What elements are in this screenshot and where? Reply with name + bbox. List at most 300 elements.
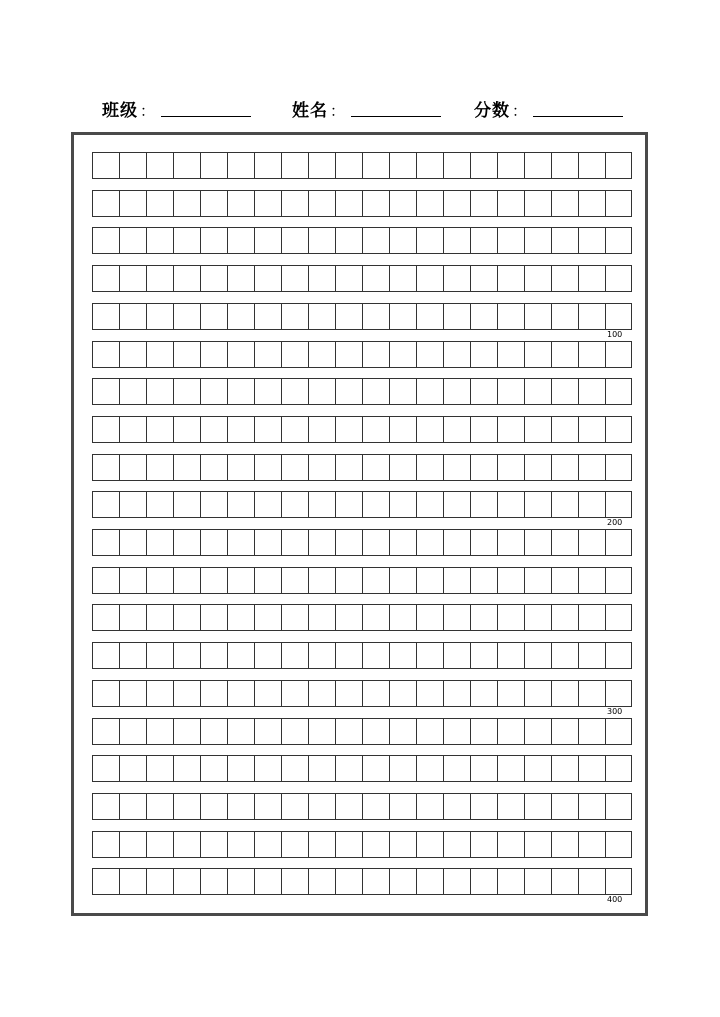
- grid-cell[interactable]: [281, 491, 308, 518]
- grid-cell[interactable]: [281, 227, 308, 254]
- grid-cell[interactable]: [416, 831, 443, 858]
- grid-cell[interactable]: [497, 567, 524, 594]
- grid-cell[interactable]: [146, 567, 173, 594]
- grid-cell[interactable]: [146, 378, 173, 405]
- grid-cell[interactable]: [551, 341, 578, 368]
- grid-cell[interactable]: [146, 831, 173, 858]
- grid-cell[interactable]: [200, 680, 227, 707]
- grid-cell[interactable]: [335, 303, 362, 330]
- grid-cell[interactable]: [524, 831, 551, 858]
- grid-cell[interactable]: [416, 152, 443, 179]
- grid-cell[interactable]: [443, 416, 470, 443]
- grid-cell[interactable]: [416, 868, 443, 895]
- grid-cell[interactable]: [227, 378, 254, 405]
- grid-cell[interactable]: [416, 491, 443, 518]
- grid-cell[interactable]: [389, 831, 416, 858]
- grid-cell[interactable]: [146, 416, 173, 443]
- grid-cell[interactable]: [335, 529, 362, 556]
- grid-cell[interactable]: [146, 303, 173, 330]
- grid-cell[interactable]: [605, 491, 632, 518]
- grid-cell[interactable]: [200, 190, 227, 217]
- grid-cell[interactable]: [146, 718, 173, 745]
- grid-cell[interactable]: [335, 642, 362, 669]
- grid-cell[interactable]: [497, 303, 524, 330]
- grid-cell[interactable]: [389, 416, 416, 443]
- grid-cell[interactable]: [92, 190, 119, 217]
- grid-cell[interactable]: [227, 604, 254, 631]
- grid-cell[interactable]: [254, 529, 281, 556]
- grid-cell[interactable]: [578, 152, 605, 179]
- grid-cell[interactable]: [605, 680, 632, 707]
- grid-cell[interactable]: [551, 680, 578, 707]
- grid-cell[interactable]: [308, 416, 335, 443]
- grid-cell[interactable]: [443, 642, 470, 669]
- grid-cell[interactable]: [92, 454, 119, 481]
- grid-cell[interactable]: [470, 529, 497, 556]
- grid-cell[interactable]: [578, 265, 605, 292]
- grid-cell[interactable]: [227, 152, 254, 179]
- grid-cell[interactable]: [308, 190, 335, 217]
- grid-cell[interactable]: [146, 454, 173, 481]
- grid-cell[interactable]: [308, 341, 335, 368]
- grid-cell[interactable]: [173, 604, 200, 631]
- grid-cell[interactable]: [173, 190, 200, 217]
- grid-cell[interactable]: [335, 341, 362, 368]
- grid-cell[interactable]: [470, 416, 497, 443]
- grid-cell[interactable]: [200, 265, 227, 292]
- grid-cell[interactable]: [281, 190, 308, 217]
- grid-cell[interactable]: [362, 831, 389, 858]
- grid-cell[interactable]: [173, 378, 200, 405]
- grid-cell[interactable]: [308, 642, 335, 669]
- grid-cell[interactable]: [92, 642, 119, 669]
- grid-cell[interactable]: [524, 416, 551, 443]
- grid-cell[interactable]: [92, 604, 119, 631]
- grid-cell[interactable]: [470, 190, 497, 217]
- grid-cell[interactable]: [416, 567, 443, 594]
- grid-cell[interactable]: [146, 265, 173, 292]
- grid-cell[interactable]: [308, 529, 335, 556]
- grid-cell[interactable]: [578, 755, 605, 782]
- grid-cell[interactable]: [497, 378, 524, 405]
- grid-cell[interactable]: [119, 341, 146, 368]
- grid-cell[interactable]: [362, 604, 389, 631]
- grid-cell[interactable]: [497, 341, 524, 368]
- grid-cell[interactable]: [119, 755, 146, 782]
- grid-cell[interactable]: [227, 793, 254, 820]
- grid-cell[interactable]: [362, 152, 389, 179]
- grid-cell[interactable]: [470, 227, 497, 254]
- grid-cell[interactable]: [362, 680, 389, 707]
- grid-cell[interactable]: [335, 604, 362, 631]
- grid-cell[interactable]: [281, 604, 308, 631]
- grid-cell[interactable]: [227, 529, 254, 556]
- grid-cell[interactable]: [389, 303, 416, 330]
- grid-cell[interactable]: [578, 454, 605, 481]
- grid-cell[interactable]: [524, 642, 551, 669]
- grid-cell[interactable]: [443, 868, 470, 895]
- grid-cell[interactable]: [551, 642, 578, 669]
- grid-cell[interactable]: [578, 341, 605, 368]
- grid-cell[interactable]: [335, 491, 362, 518]
- grid-cell[interactable]: [362, 793, 389, 820]
- grid-cell[interactable]: [173, 680, 200, 707]
- grid-cell[interactable]: [362, 190, 389, 217]
- grid-cell[interactable]: [389, 152, 416, 179]
- grid-cell[interactable]: [605, 831, 632, 858]
- grid-cell[interactable]: [605, 604, 632, 631]
- grid-cell[interactable]: [497, 793, 524, 820]
- grid-cell[interactable]: [335, 868, 362, 895]
- grid-cell[interactable]: [551, 868, 578, 895]
- grid-cell[interactable]: [119, 378, 146, 405]
- grid-cell[interactable]: [362, 227, 389, 254]
- grid-cell[interactable]: [200, 567, 227, 594]
- grid-cell[interactable]: [605, 755, 632, 782]
- grid-cell[interactable]: [551, 227, 578, 254]
- grid-cell[interactable]: [362, 868, 389, 895]
- grid-cell[interactable]: [578, 680, 605, 707]
- grid-cell[interactable]: [551, 378, 578, 405]
- grid-cell[interactable]: [389, 868, 416, 895]
- grid-cell[interactable]: [92, 680, 119, 707]
- grid-cell[interactable]: [173, 303, 200, 330]
- grid-cell[interactable]: [173, 454, 200, 481]
- grid-cell[interactable]: [173, 491, 200, 518]
- grid-cell[interactable]: [308, 755, 335, 782]
- grid-cell[interactable]: [227, 567, 254, 594]
- grid-cell[interactable]: [605, 152, 632, 179]
- grid-cell[interactable]: [389, 680, 416, 707]
- grid-cell[interactable]: [281, 341, 308, 368]
- grid-cell[interactable]: [281, 529, 308, 556]
- grid-cell[interactable]: [308, 868, 335, 895]
- grid-cell[interactable]: [335, 378, 362, 405]
- grid-cell[interactable]: [443, 718, 470, 745]
- grid-cell[interactable]: [254, 152, 281, 179]
- grid-cell[interactable]: [524, 190, 551, 217]
- grid-cell[interactable]: [443, 454, 470, 481]
- grid-cell[interactable]: [389, 755, 416, 782]
- grid-cell[interactable]: [443, 831, 470, 858]
- grid-cell[interactable]: [335, 454, 362, 481]
- grid-cell[interactable]: [92, 265, 119, 292]
- grid-cell[interactable]: [92, 755, 119, 782]
- grid-cell[interactable]: [470, 378, 497, 405]
- grid-cell[interactable]: [470, 604, 497, 631]
- grid-cell[interactable]: [605, 642, 632, 669]
- grid-cell[interactable]: [254, 303, 281, 330]
- grid-cell[interactable]: [605, 265, 632, 292]
- grid-cell[interactable]: [524, 378, 551, 405]
- grid-cell[interactable]: [281, 265, 308, 292]
- grid-cell[interactable]: [173, 755, 200, 782]
- grid-cell[interactable]: [200, 303, 227, 330]
- grid-cell[interactable]: [92, 567, 119, 594]
- grid-cell[interactable]: [524, 303, 551, 330]
- grid-cell[interactable]: [605, 567, 632, 594]
- grid-cell[interactable]: [119, 265, 146, 292]
- grid-cell[interactable]: [578, 227, 605, 254]
- grid-cell[interactable]: [227, 831, 254, 858]
- grid-cell[interactable]: [443, 604, 470, 631]
- grid-cell[interactable]: [416, 642, 443, 669]
- grid-cell[interactable]: [281, 718, 308, 745]
- grid-cell[interactable]: [92, 303, 119, 330]
- grid-cell[interactable]: [254, 378, 281, 405]
- class-blank-line[interactable]: [161, 116, 251, 117]
- grid-cell[interactable]: [281, 454, 308, 481]
- grid-cell[interactable]: [362, 265, 389, 292]
- grid-cell[interactable]: [551, 755, 578, 782]
- grid-cell[interactable]: [281, 831, 308, 858]
- grid-cell[interactable]: [308, 227, 335, 254]
- grid-cell[interactable]: [551, 454, 578, 481]
- grid-cell[interactable]: [524, 680, 551, 707]
- grid-cell[interactable]: [389, 454, 416, 481]
- grid-cell[interactable]: [416, 755, 443, 782]
- grid-cell[interactable]: [173, 868, 200, 895]
- grid-cell[interactable]: [470, 454, 497, 481]
- grid-cell[interactable]: [254, 227, 281, 254]
- grid-cell[interactable]: [281, 152, 308, 179]
- grid-cell[interactable]: [119, 793, 146, 820]
- grid-cell[interactable]: [308, 265, 335, 292]
- grid-cell[interactable]: [389, 793, 416, 820]
- grid-cell[interactable]: [497, 416, 524, 443]
- grid-cell[interactable]: [119, 303, 146, 330]
- grid-cell[interactable]: [227, 265, 254, 292]
- grid-cell[interactable]: [281, 680, 308, 707]
- grid-cell[interactable]: [389, 378, 416, 405]
- grid-cell[interactable]: [389, 529, 416, 556]
- grid-cell[interactable]: [335, 680, 362, 707]
- grid-cell[interactable]: [470, 868, 497, 895]
- grid-cell[interactable]: [362, 491, 389, 518]
- grid-cell[interactable]: [335, 755, 362, 782]
- grid-cell[interactable]: [254, 793, 281, 820]
- grid-cell[interactable]: [362, 529, 389, 556]
- grid-cell[interactable]: [470, 152, 497, 179]
- grid-cell[interactable]: [173, 341, 200, 368]
- grid-cell[interactable]: [146, 680, 173, 707]
- grid-cell[interactable]: [254, 416, 281, 443]
- grid-cell[interactable]: [335, 152, 362, 179]
- grid-cell[interactable]: [416, 227, 443, 254]
- grid-cell[interactable]: [227, 680, 254, 707]
- grid-cell[interactable]: [416, 680, 443, 707]
- grid-cell[interactable]: [443, 303, 470, 330]
- grid-cell[interactable]: [497, 868, 524, 895]
- grid-cell[interactable]: [227, 642, 254, 669]
- grid-cell[interactable]: [524, 491, 551, 518]
- grid-cell[interactable]: [254, 265, 281, 292]
- grid-cell[interactable]: [443, 491, 470, 518]
- grid-cell[interactable]: [578, 831, 605, 858]
- grid-cell[interactable]: [524, 868, 551, 895]
- grid-cell[interactable]: [281, 793, 308, 820]
- grid-cell[interactable]: [416, 378, 443, 405]
- grid-cell[interactable]: [254, 755, 281, 782]
- grid-cell[interactable]: [254, 642, 281, 669]
- grid-cell[interactable]: [362, 567, 389, 594]
- grid-cell[interactable]: [443, 793, 470, 820]
- grid-cell[interactable]: [308, 454, 335, 481]
- grid-cell[interactable]: [389, 604, 416, 631]
- grid-cell[interactable]: [119, 227, 146, 254]
- grid-cell[interactable]: [524, 152, 551, 179]
- grid-cell[interactable]: [119, 831, 146, 858]
- grid-cell[interactable]: [173, 718, 200, 745]
- grid-cell[interactable]: [578, 416, 605, 443]
- grid-cell[interactable]: [119, 152, 146, 179]
- grid-cell[interactable]: [443, 567, 470, 594]
- grid-cell[interactable]: [227, 868, 254, 895]
- grid-cell[interactable]: [470, 680, 497, 707]
- grid-cell[interactable]: [362, 454, 389, 481]
- grid-cell[interactable]: [470, 265, 497, 292]
- grid-cell[interactable]: [578, 491, 605, 518]
- grid-cell[interactable]: [119, 529, 146, 556]
- grid-cell[interactable]: [227, 454, 254, 481]
- grid-cell[interactable]: [281, 642, 308, 669]
- grid-cell[interactable]: [173, 567, 200, 594]
- grid-cell[interactable]: [470, 567, 497, 594]
- grid-cell[interactable]: [362, 416, 389, 443]
- grid-cell[interactable]: [578, 718, 605, 745]
- grid-cell[interactable]: [605, 529, 632, 556]
- grid-cell[interactable]: [497, 755, 524, 782]
- grid-cell[interactable]: [578, 567, 605, 594]
- grid-cell[interactable]: [497, 454, 524, 481]
- grid-cell[interactable]: [119, 642, 146, 669]
- grid-cell[interactable]: [281, 378, 308, 405]
- grid-cell[interactable]: [524, 604, 551, 631]
- grid-cell[interactable]: [497, 529, 524, 556]
- grid-cell[interactable]: [470, 642, 497, 669]
- grid-cell[interactable]: [497, 265, 524, 292]
- grid-cell[interactable]: [92, 416, 119, 443]
- grid-cell[interactable]: [470, 303, 497, 330]
- grid-cell[interactable]: [551, 265, 578, 292]
- grid-cell[interactable]: [119, 604, 146, 631]
- grid-cell[interactable]: [308, 718, 335, 745]
- grid-cell[interactable]: [524, 227, 551, 254]
- grid-cell[interactable]: [416, 604, 443, 631]
- grid-cell[interactable]: [389, 265, 416, 292]
- grid-cell[interactable]: [578, 190, 605, 217]
- grid-cell[interactable]: [227, 341, 254, 368]
- grid-cell[interactable]: [416, 341, 443, 368]
- grid-cell[interactable]: [470, 718, 497, 745]
- grid-cell[interactable]: [254, 604, 281, 631]
- grid-cell[interactable]: [605, 868, 632, 895]
- grid-cell[interactable]: [497, 642, 524, 669]
- grid-cell[interactable]: [524, 567, 551, 594]
- grid-cell[interactable]: [443, 378, 470, 405]
- grid-cell[interactable]: [308, 303, 335, 330]
- grid-cell[interactable]: [416, 303, 443, 330]
- grid-cell[interactable]: [173, 152, 200, 179]
- grid-cell[interactable]: [524, 341, 551, 368]
- grid-cell[interactable]: [605, 718, 632, 745]
- grid-cell[interactable]: [92, 341, 119, 368]
- grid-cell[interactable]: [416, 793, 443, 820]
- grid-cell[interactable]: [389, 341, 416, 368]
- grid-cell[interactable]: [308, 793, 335, 820]
- grid-cell[interactable]: [578, 868, 605, 895]
- grid-cell[interactable]: [551, 604, 578, 631]
- grid-cell[interactable]: [200, 642, 227, 669]
- grid-cell[interactable]: [335, 265, 362, 292]
- grid-cell[interactable]: [470, 793, 497, 820]
- grid-cell[interactable]: [92, 378, 119, 405]
- grid-cell[interactable]: [416, 416, 443, 443]
- grid-cell[interactable]: [443, 341, 470, 368]
- grid-cell[interactable]: [416, 190, 443, 217]
- grid-cell[interactable]: [92, 793, 119, 820]
- grid-cell[interactable]: [362, 718, 389, 745]
- grid-cell[interactable]: [335, 718, 362, 745]
- grid-cell[interactable]: [578, 642, 605, 669]
- grid-cell[interactable]: [146, 868, 173, 895]
- grid-cell[interactable]: [416, 718, 443, 745]
- grid-cell[interactable]: [470, 755, 497, 782]
- grid-cell[interactable]: [227, 190, 254, 217]
- grid-cell[interactable]: [416, 529, 443, 556]
- grid-cell[interactable]: [173, 831, 200, 858]
- grid-cell[interactable]: [200, 718, 227, 745]
- grid-cell[interactable]: [551, 567, 578, 594]
- grid-cell[interactable]: [146, 793, 173, 820]
- grid-cell[interactable]: [416, 265, 443, 292]
- grid-cell[interactable]: [200, 416, 227, 443]
- grid-cell[interactable]: [200, 341, 227, 368]
- grid-cell[interactable]: [524, 265, 551, 292]
- grid-cell[interactable]: [173, 265, 200, 292]
- grid-cell[interactable]: [443, 755, 470, 782]
- grid-cell[interactable]: [227, 755, 254, 782]
- grid-cell[interactable]: [578, 378, 605, 405]
- grid-cell[interactable]: [146, 642, 173, 669]
- grid-cell[interactable]: [551, 303, 578, 330]
- grid-cell[interactable]: [497, 152, 524, 179]
- grid-cell[interactable]: [605, 190, 632, 217]
- grid-cell[interactable]: [335, 793, 362, 820]
- grid-cell[interactable]: [227, 303, 254, 330]
- grid-cell[interactable]: [497, 491, 524, 518]
- grid-cell[interactable]: [146, 341, 173, 368]
- grid-cell[interactable]: [254, 454, 281, 481]
- grid-cell[interactable]: [443, 227, 470, 254]
- grid-cell[interactable]: [200, 529, 227, 556]
- grid-cell[interactable]: [389, 491, 416, 518]
- grid-cell[interactable]: [605, 793, 632, 820]
- grid-cell[interactable]: [443, 529, 470, 556]
- grid-cell[interactable]: [254, 831, 281, 858]
- grid-cell[interactable]: [605, 378, 632, 405]
- grid-cell[interactable]: [173, 416, 200, 443]
- grid-cell[interactable]: [605, 454, 632, 481]
- grid-cell[interactable]: [362, 642, 389, 669]
- grid-cell[interactable]: [173, 642, 200, 669]
- grid-cell[interactable]: [146, 152, 173, 179]
- grid-cell[interactable]: [200, 831, 227, 858]
- grid-cell[interactable]: [443, 265, 470, 292]
- grid-cell[interactable]: [119, 718, 146, 745]
- grid-cell[interactable]: [524, 718, 551, 745]
- grid-cell[interactable]: [227, 416, 254, 443]
